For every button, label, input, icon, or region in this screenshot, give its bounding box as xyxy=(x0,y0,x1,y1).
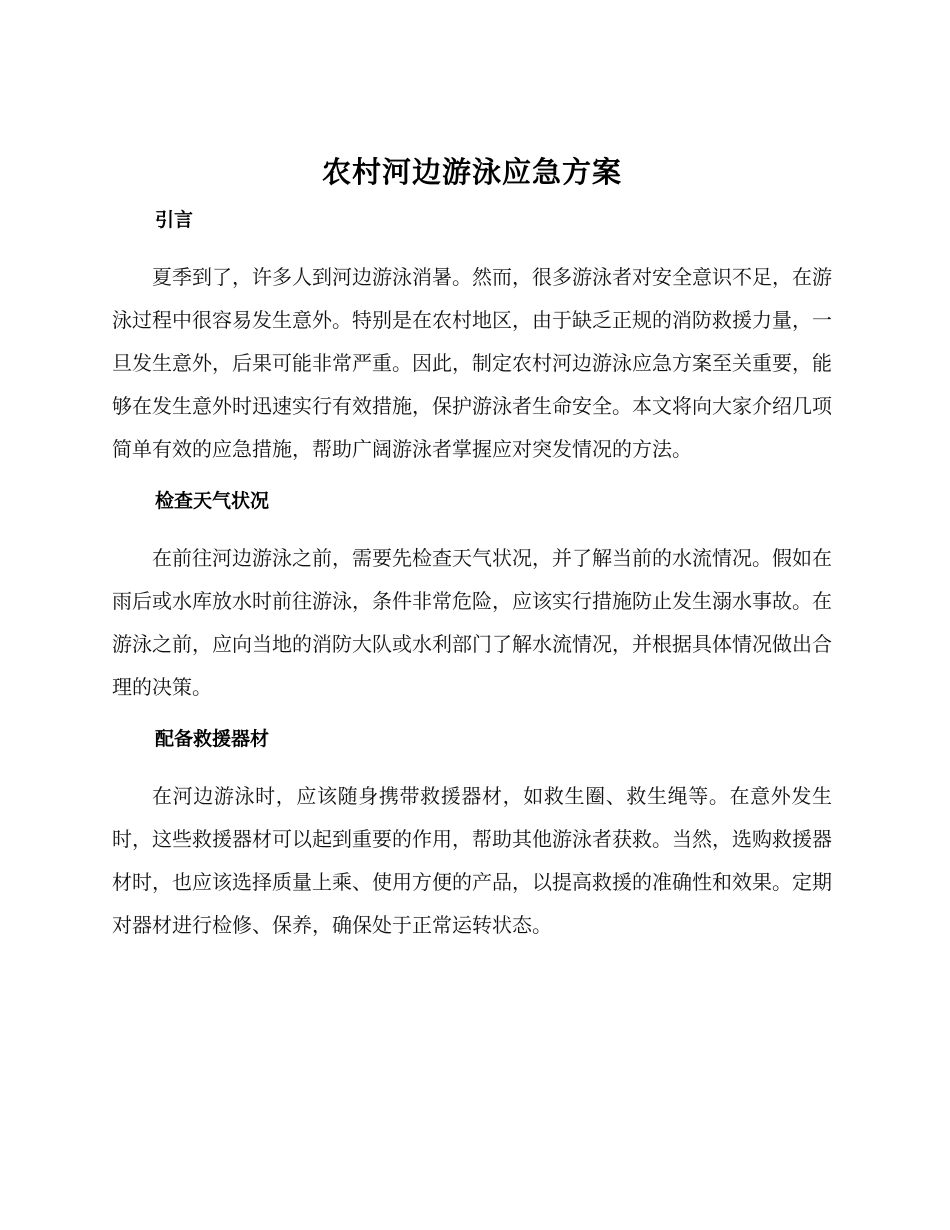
section-paragraph-intro: 夏季到了，许多人到河边游泳消暑。然而，很多游泳者对安全意识不足，在游泳过程中很容易发生意外。特别是在农村地区，由于缺乏正规的消防救援力量，一旦发生意外，后果可能非常严重。因此，制定农村河边游泳应急方案至关重要，能够在发生意外时迅速实行有效措施，保护游泳者生命安全。本文将向大家介绍几项简单有效的应急措施，帮助广阔游泳者掌握应对突发情况的方法。 xyxy=(112,265,832,461)
section-heading-weather: 检查天气状况 xyxy=(155,490,270,512)
section-heading-intro: 引言 xyxy=(155,209,194,231)
section-paragraph-weather: 在前往河边游泳之前，需要先检查天气状况，并了解当前的水流情况。假如在雨后或水库放水时前往游泳，条件非常危险，应该实行措施防止发生溺水事故。在游泳之前，应向当地的消防大队或水利部门了解水流情况，并根据具体情况做出合理的决策。 xyxy=(112,546,832,699)
section-heading-equipment: 配备救援器材 xyxy=(155,728,270,750)
document-page xyxy=(112,150,832,947)
section-paragraph-equipment: 在河边游泳时，应该随身携带救援器材，如救生圈、救生绳等。在意外发生时，这些救援器材可以起到重要的作用，帮助其他游泳者获救。当然，选购救援器材时，也应该选择质量上乘、使用方便的产品，以提高救援的准确性和效果。定期对器材进行检修、保养，确保处于正常运转状态。 xyxy=(112,784,832,937)
document-title: 农村河边游泳应急方案 xyxy=(321,155,622,189)
